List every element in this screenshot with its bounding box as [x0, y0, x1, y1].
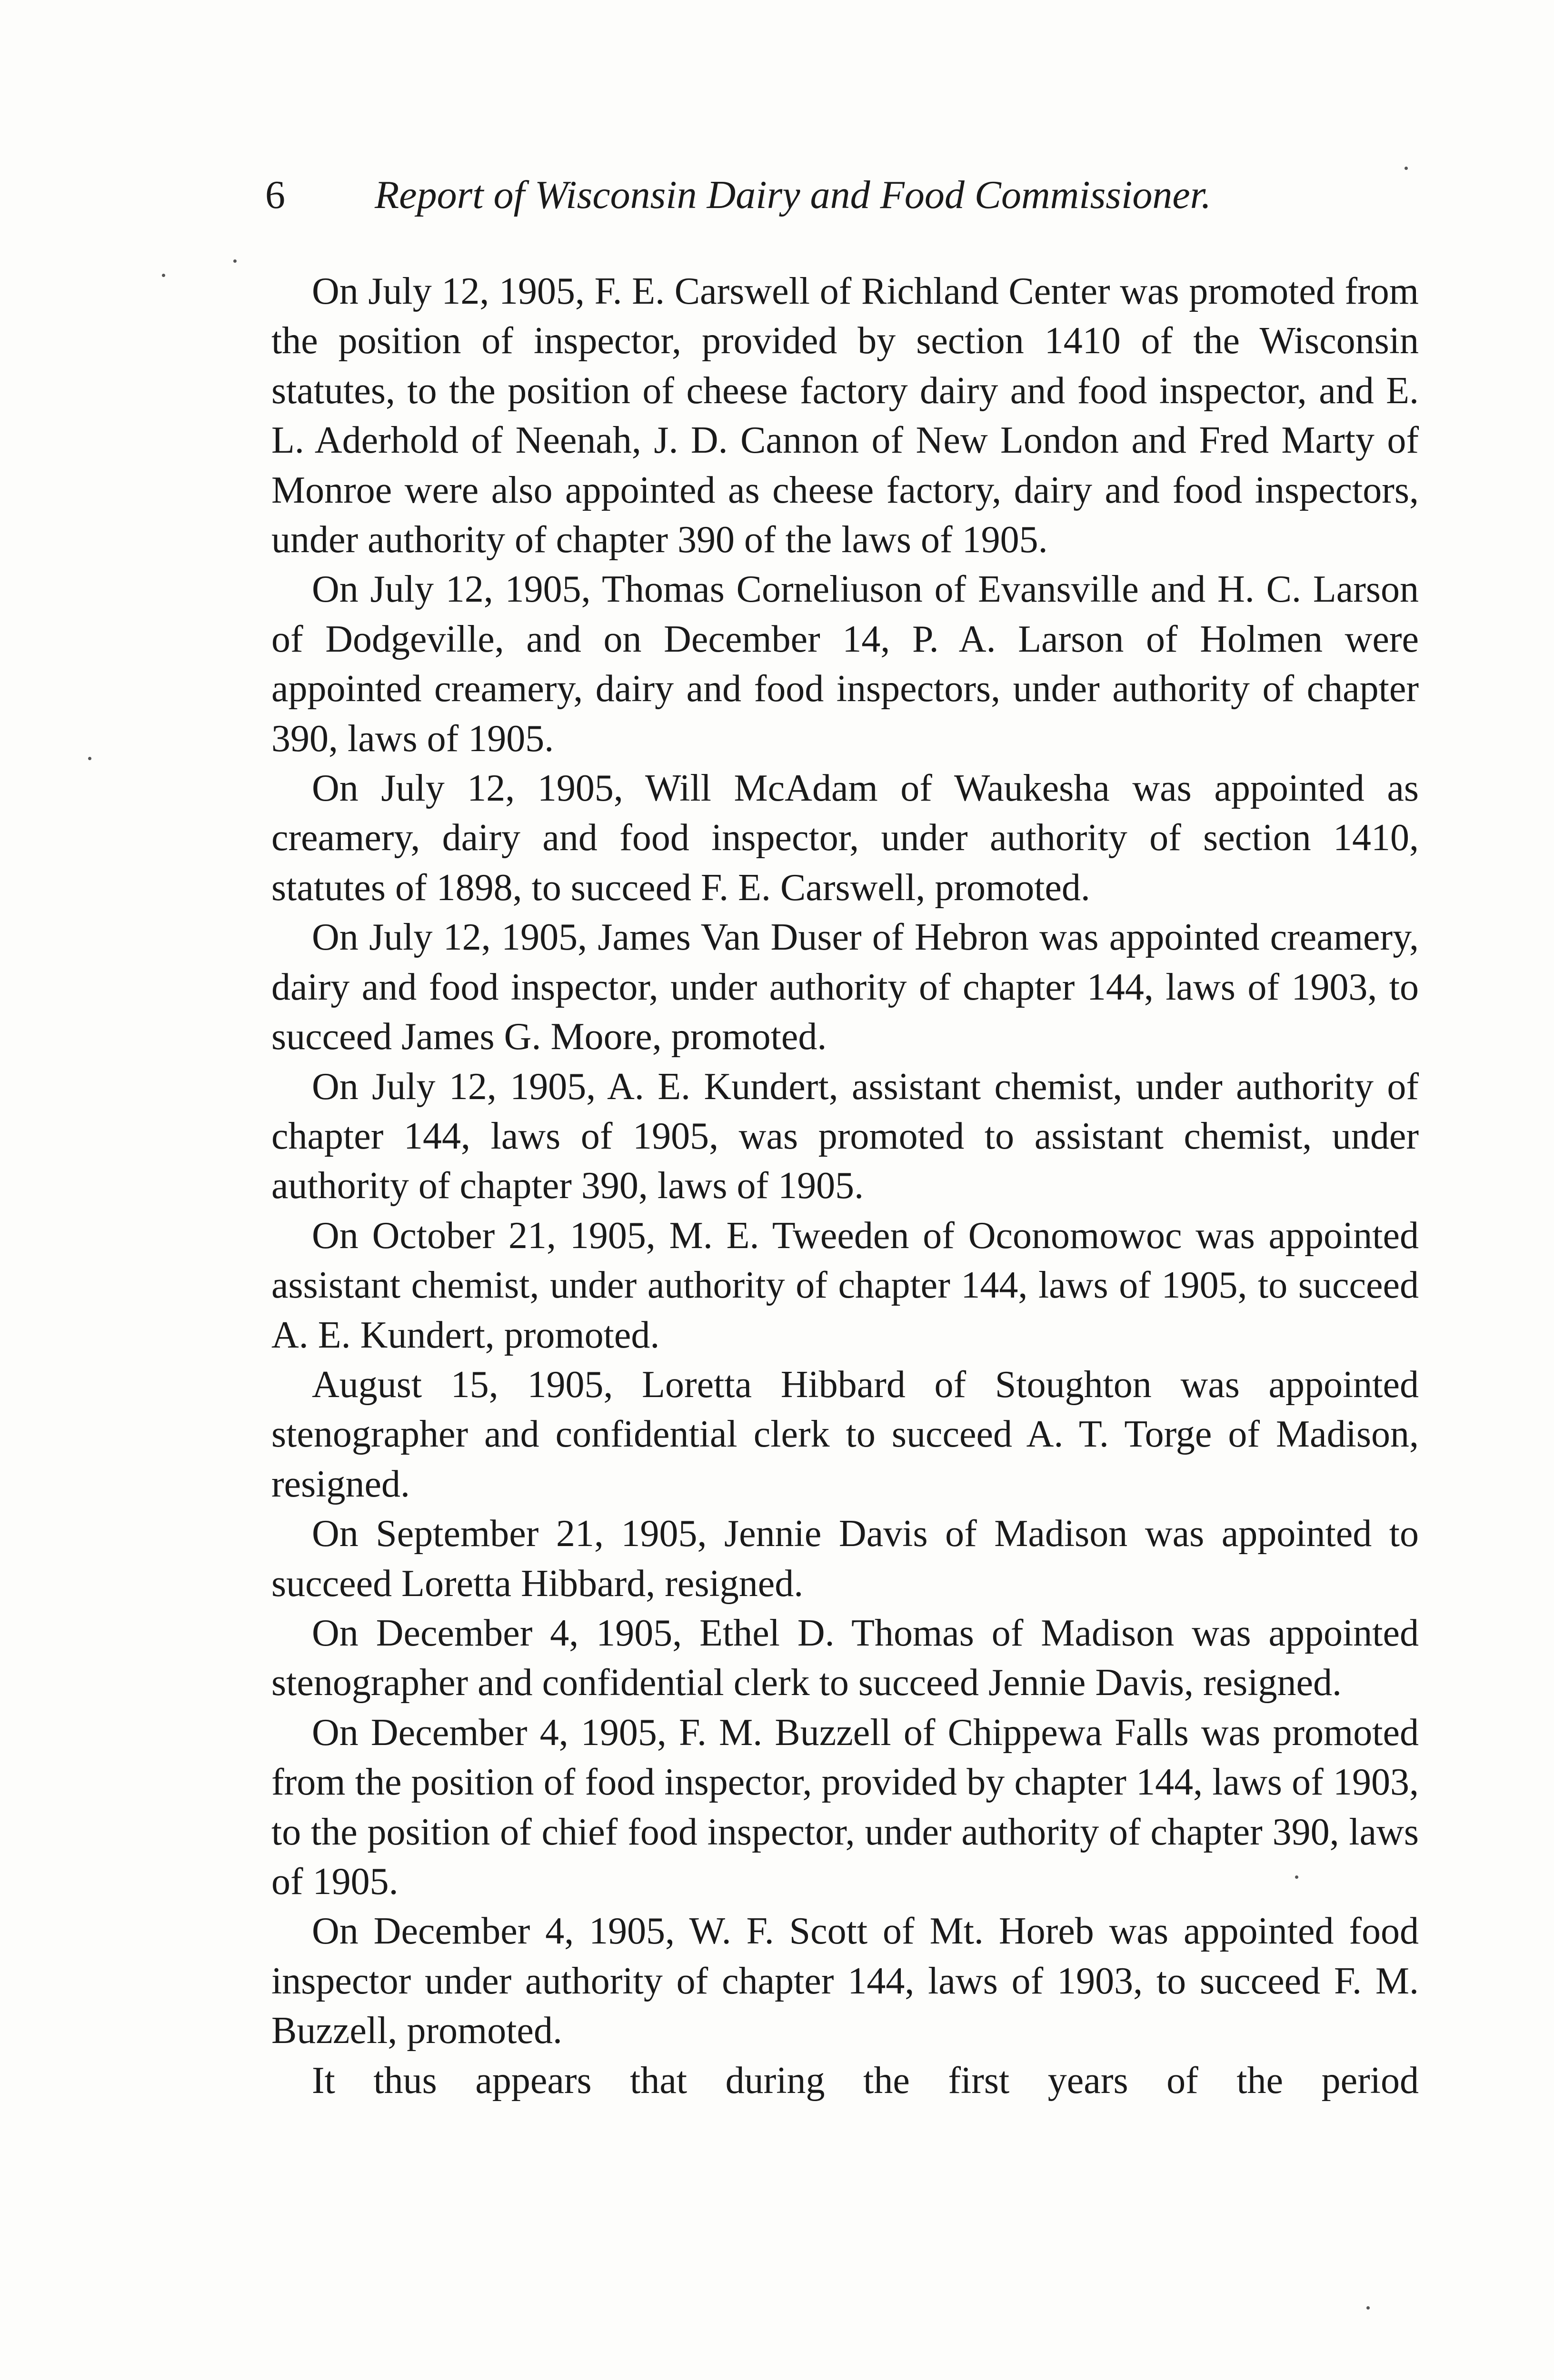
paragraph-davis: On September 21, 1905, Jennie Davis of Madison was appointed to succeed Loretta Hibbard, resigned.	[271, 1513, 1419, 1605]
scan-speck	[1295, 1875, 1298, 1879]
body-text	[271, 267, 1419, 2105]
scan-speck	[1405, 167, 1408, 170]
paragraph-thomas: On December 4, 1905, Ethel D. Thomas of Madison was appointed stenographer and confidential clerk to succeed Jennie Davis, resigned.	[271, 1612, 1419, 1704]
scan-speck	[1366, 2306, 1370, 2310]
scan-speck	[162, 274, 165, 277]
scan-speck	[233, 259, 237, 263]
paragraph-hibbard: August 15, 1905, Loretta Hibbard of Stoughton was appointed stenographer and confidential clerk to succeed A. T. Torge of Madison, resigned.	[271, 1363, 1419, 1505]
paragraph-buzzell: On December 4, 1905, F. M. Buzzell of Chippewa Falls was promoted from the position of food inspector, provided by chapter 144, laws of 1903, to the position of chief food inspector, under authority of chapter 390, laws of 1905.	[271, 1711, 1419, 1903]
paragraph-scott: On December 4, 1905, W. F. Scott of Mt. Horeb was appointed food inspector under authority of chapter 144, laws of 1903, to succeed F. M. Buzzell, promoted.	[271, 1910, 1419, 2052]
paragraph-tweeden: On October 21, 1905, M. E. Tweeden of Oconomowoc was appointed assistant chemist, under authority of chapter 144, laws of 1905, to succeed A. E. Kundert, promoted.	[271, 1214, 1419, 1356]
running-title: Report of Wisconsin Dairy and Food Commissioner.	[375, 173, 1211, 217]
paragraph-conclusion-start: It thus appears that during the first years of the period	[312, 2059, 1419, 2102]
paragraph-carswell-promotion: On July 12, 1905, F. E. Carswell of Richland Center was promoted from the position of inspector, provided by section 1410 of the Wisconsin statutes, to the position of cheese factory dairy and food inspector, and E. L. Aderhold of Neenah, J. D. Cannon of New London and Fred Marty of Monroe were also appointed as cheese factory, dairy and food inspectors, under authority of chapter 390 of the laws of 1905.	[271, 270, 1419, 561]
running-header	[265, 164, 1417, 226]
paragraph-kundert: On July 12, 1905, A. E. Kundert, assistant chemist, under authority of chapter 144, laws of 1905, was promoted to assistant chemist, under authority of chapter 390, laws of 1905.	[271, 1065, 1419, 1207]
paragraph-van-duser: On July 12, 1905, James Van Duser of Hebron was appointed creamery, dairy and food inspector, under authority of chapter 144, laws of 1903, to succeed James G. Moore, promoted.	[271, 916, 1419, 1058]
page-number: 6	[265, 173, 285, 217]
paragraph-mcadam: On July 12, 1905, Will McAdam of Waukesha was appointed as creamery, dairy and food inspector, under authority of section 1410, statutes of 1898, to succeed F. E. Carswell, promoted.	[271, 767, 1419, 909]
scan-speck	[88, 757, 91, 760]
paragraph-corneliuson-larson: On July 12, 1905, Thomas Corneliuson of Evansville and H. C. Larson of Dodgeville, and on December 14, P. A. Larson of Holmen were appointed creamery, dairy and food inspectors, under authority of chapter 390, laws of 1905.	[271, 568, 1419, 760]
